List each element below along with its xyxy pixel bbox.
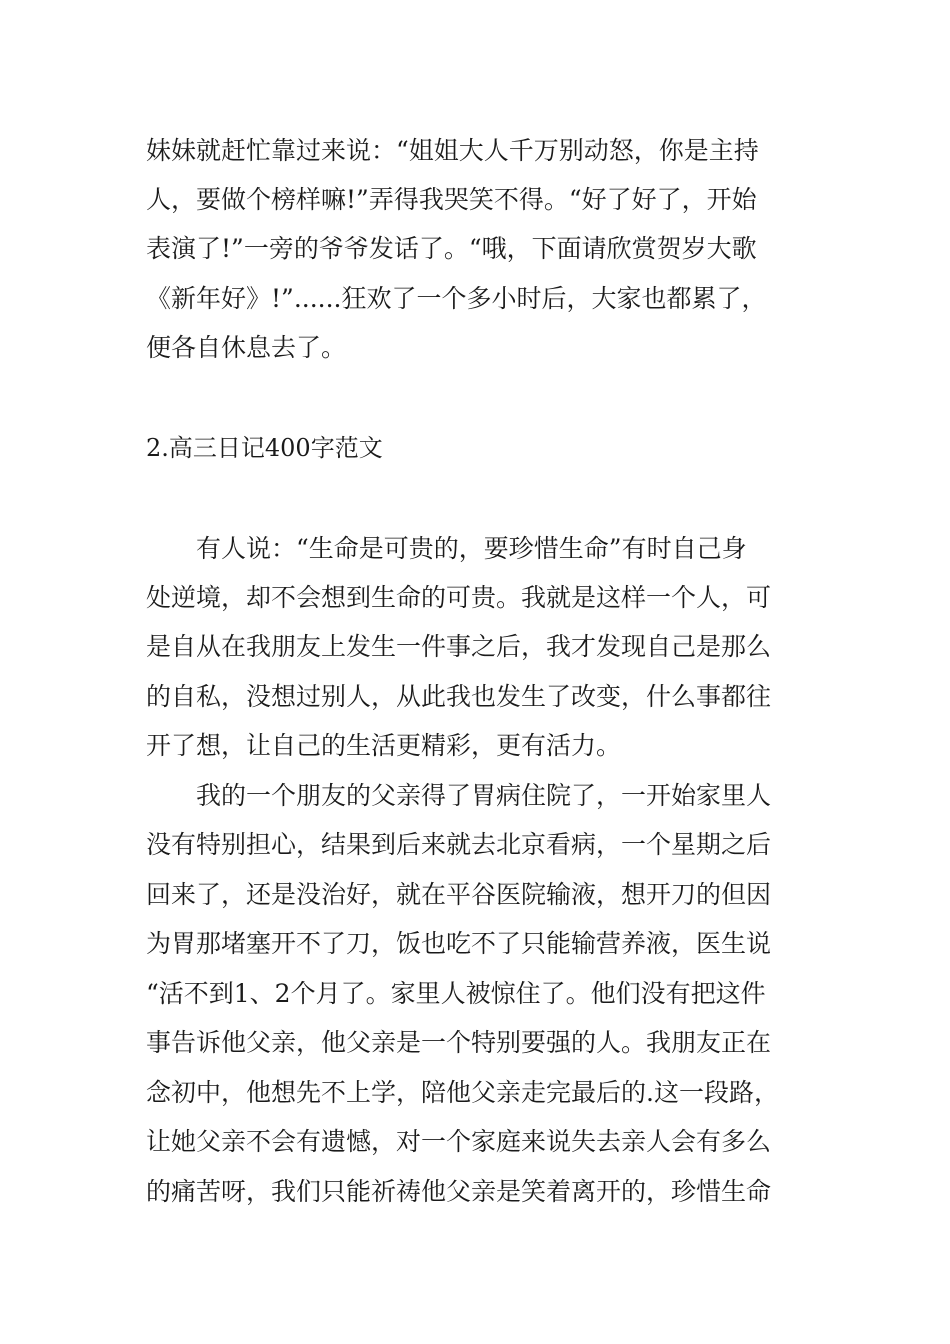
- paragraph-line: “活不到1、2个月了。家里人被惊住了。他们没有把这件: [146, 979, 766, 1008]
- section-heading: 2.高三日记400字范文: [146, 434, 383, 462]
- paragraph-line: 妹妹就赶忙靠过来说：“姐姐大人千万别动怒，你是主持: [146, 136, 759, 165]
- paragraph-line: 为胃那堵塞开不了刀，饭也吃不了只能输营养液，医生说: [146, 929, 772, 958]
- paragraph-line: 表演了!”一旁的爷爷发话了。“哦，下面请欣赏贺岁大歌: [146, 234, 757, 263]
- paragraph-line: 是自从在我朋友上发生一件事之后，我才发现自己是那么: [146, 632, 772, 661]
- paragraph-line: 《新年好》!”......狂欢了一个多小时后，大家也都累了，: [146, 284, 767, 313]
- paragraph-line: 回来了，还是没治好，就在平谷医院输液，想开刀的但因: [146, 880, 772, 909]
- paragraph-line: 的自私，没想过别人，从此我也发生了改变，什么事都往: [146, 682, 772, 711]
- paragraph-line: 人，要做个榜样嘛!”弄得我哭笑不得。“好了好了，开始: [146, 185, 757, 214]
- paragraph-line: 念初中，他想先不上学，陪他父亲走完最后的.这一段路，: [146, 1078, 779, 1107]
- paragraph-line: 便各自休息去了。: [146, 333, 347, 362]
- paragraph-line: 的痛苦呀，我们只能祈祷他父亲是笑着离开的，珍惜生命: [146, 1177, 772, 1206]
- paragraph-line: 事告诉他父亲，他父亲是一个特别要强的人。我朋友正在: [146, 1028, 772, 1057]
- paragraph-line: 开了想，让自己的生活更精彩，更有活力。: [146, 731, 622, 760]
- paragraph-line: 处逆境，却不会想到生命的可贵。我就是这样一个人，可: [146, 583, 772, 612]
- paragraph-line: 没有特别担心，结果到后来就去北京看病，一个星期之后: [146, 830, 772, 859]
- paragraph-line: 有人说：“生命是可贵的，要珍惜生命”有时自己身: [196, 534, 747, 563]
- paragraph-line: 我的一个朋友的父亲得了胃病住院了，一开始家里人: [196, 781, 772, 810]
- paragraph-line: 让她父亲不会有遗憾，对一个家庭来说失去亲人会有多么: [146, 1127, 772, 1156]
